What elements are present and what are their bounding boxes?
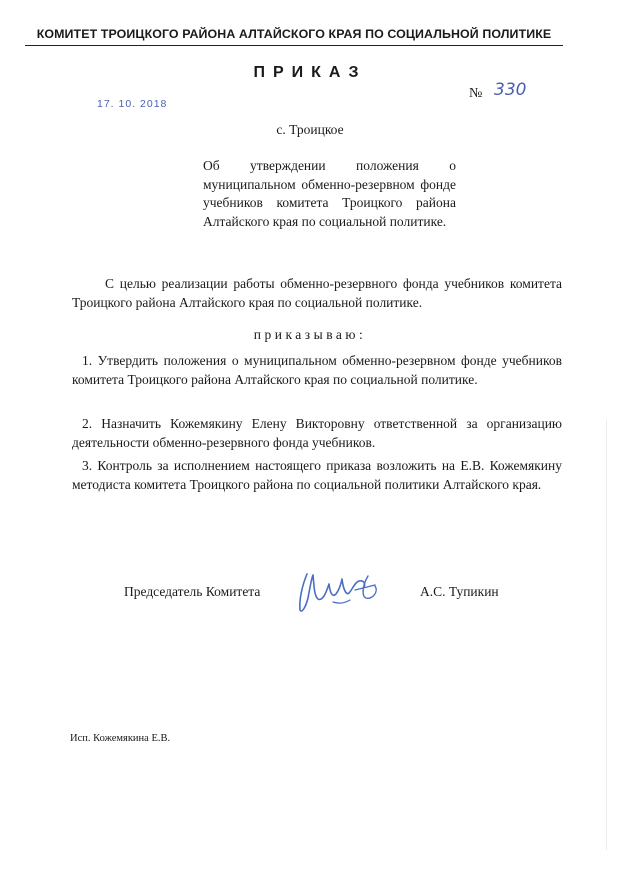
order-item-2: 2. Назначить Кожемякину Елену Викторовну ответственной за организацию деятельности обменно-резервного фонда учебников.: [72, 416, 562, 450]
organization-header: КОМИТЕТ ТРОИЦКОГО РАЙОНА АЛТАЙСКОГО КРАЯ ПО СОЦИАЛЬНОЙ ПОЛИТИКЕ: [36, 27, 552, 41]
executor-note: Исп. Кожемякина Е.В.: [70, 733, 171, 744]
number-sign: №: [469, 86, 483, 101]
document-number: 330: [494, 80, 527, 100]
document-subject: Об утверждении положения о муниципальном обменно-резервном фонде учебников комитета Троицкого района Алтайского края по социальной политике.: [203, 158, 456, 229]
handwritten-signature: [293, 566, 393, 616]
signatory-position: Председатель Комитета: [124, 584, 261, 599]
document-date: 17. 10. 2018: [97, 98, 168, 110]
signatory-name: А.С. Тупикин: [420, 584, 499, 599]
header-underline: [25, 45, 563, 46]
order-item-3: 3. Контроль за исполнением настоящего приказа возложить на Е.В. Кожемякину методиста комитета Троицкого района по социальной политики Алтайского края.: [72, 458, 562, 492]
order-item-1: 1. Утвердить положения о муниципальном обменно-резервном фонде учебников комитета Троицкого района Алтайского края по социальной политике.: [72, 353, 562, 387]
scan-edge-line: [606, 420, 607, 850]
document-place: с. Троицкое: [276, 122, 344, 137]
intro-paragraph: С целью реализации работы обменно-резервного фонда учебников комитета Троицкого района Алтайского края по социальной политике.: [72, 276, 562, 310]
document-title: ПРИКАЗ: [253, 64, 367, 81]
decree-word: приказываю:: [253, 327, 367, 342]
